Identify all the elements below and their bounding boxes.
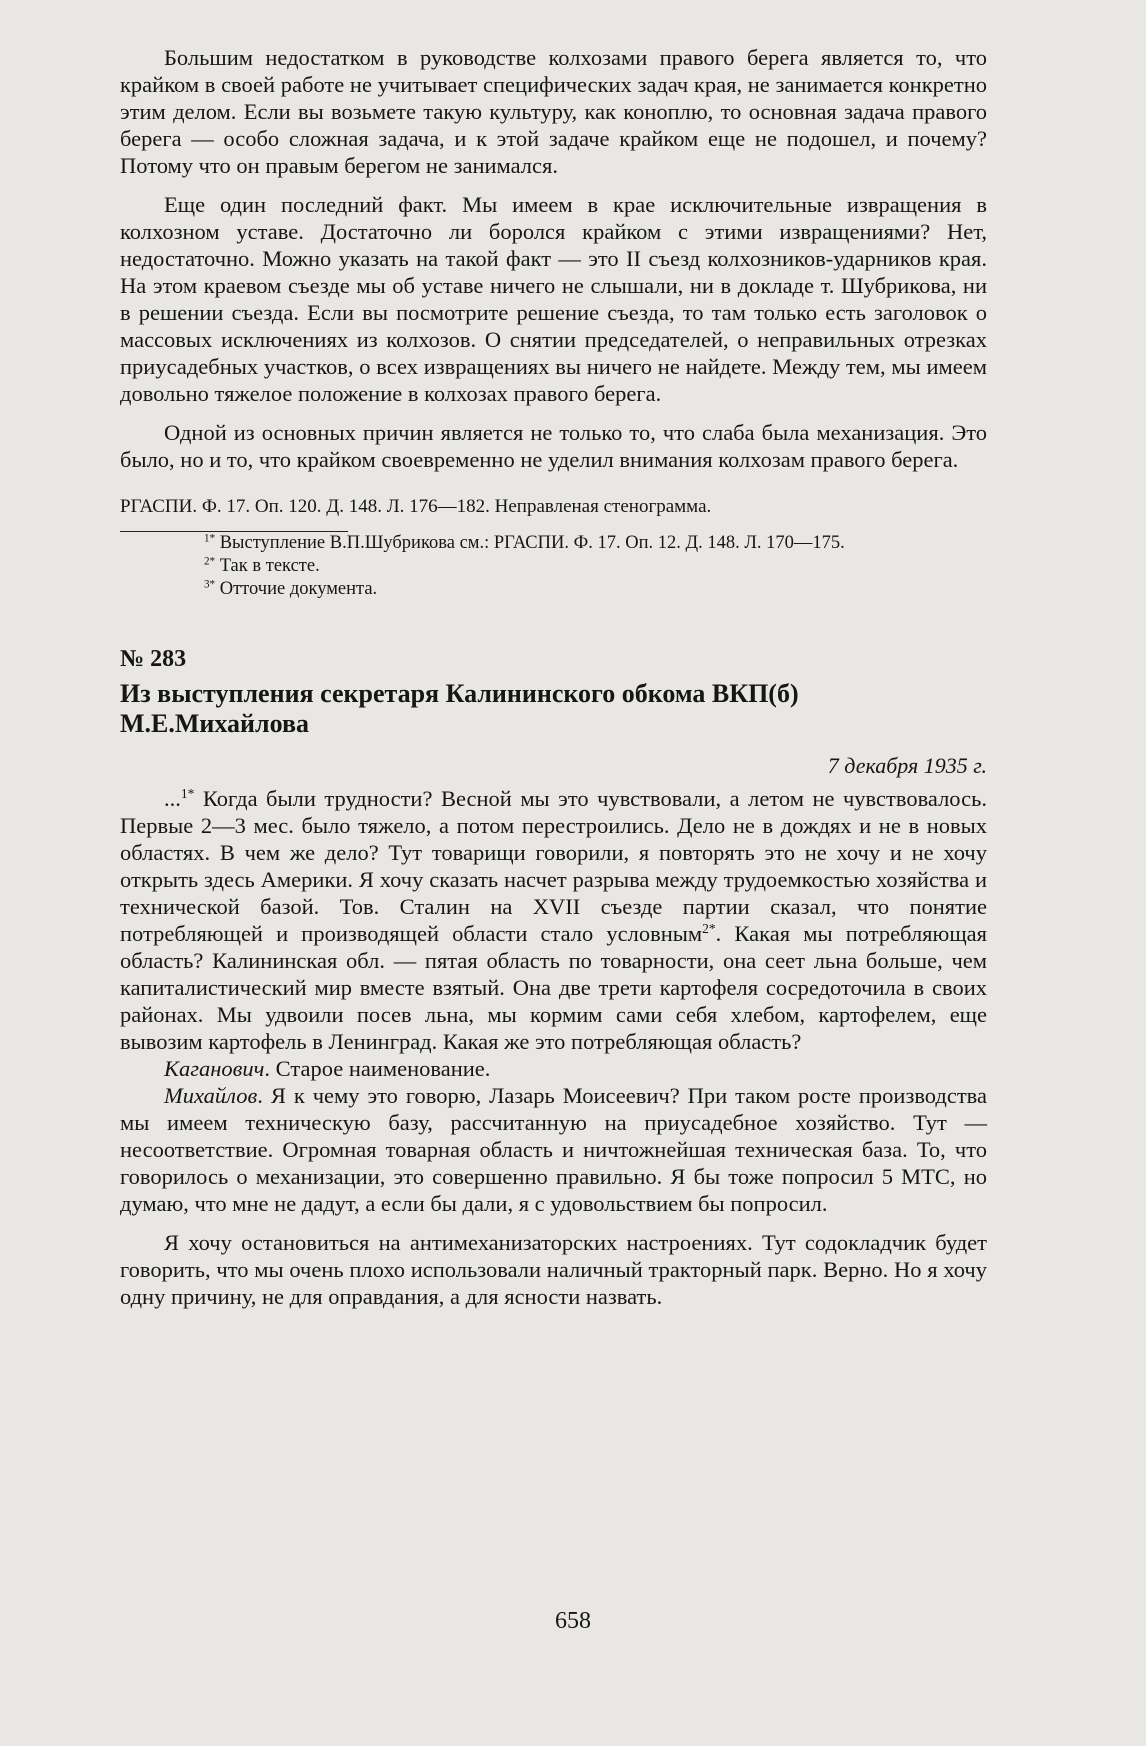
page-number: 658 — [555, 1608, 591, 1634]
footnote — [120, 555, 987, 578]
footnote-text: Отточие документа. — [219, 579, 378, 599]
page-content — [120, 44, 987, 1310]
footnote-mark: 2* — [702, 920, 716, 936]
document-date: 7 декабря 1935 г. — [827, 753, 987, 778]
speech-paragraph — [120, 1082, 987, 1217]
footnote-text: Выступление В.П.Шубрикова см.: РГАСПИ. Ф. 17. Оп. 12. Д. 148. Л. 170—175. — [219, 533, 845, 553]
footnote-mark: 3* — [204, 578, 216, 591]
archive-source: РГАСПИ. Ф. 17. Оп. 120. Д. 148. Л. 176—182. Неправленая стенограмма. — [120, 496, 712, 517]
footnote — [120, 532, 987, 555]
document-title: Из выступления секретаря Калининского обкома ВКП(б) М.Е.Михайлова — [120, 679, 799, 738]
paragraph: Одной из основных причин является не только то, что слаба была механизация. Это было, но и то, что крайком своевременно не уделил внимания колхозам правого берега. — [120, 420, 987, 472]
speech-text: Когда были трудности? Весной мы это чувствовали, а летом не чувствовалось. Первые 2—3 мес. было тяжело, а потом перестроились. Дело не в дождях и не в новых областях. В чем же дело? Тут товарищи говорили, я повторять это не хочу и не хочу открыть здесь Америки. Я хочу сказать насчет разрыва между трудоемкостью хозяйства и технической базой. Тов. Сталин на XVII съезде партии сказал, что понятие потребляющей и производящей области стало условным — [120, 786, 987, 946]
footnote-mark: 1* — [204, 532, 216, 545]
ellipsis: ... — [164, 786, 181, 811]
speaker-name: Каганович — [164, 1056, 265, 1081]
paragraph: Еще один последний факт. Мы имеем в крае исключительные извращения в колхозном уставе. Достаточно ли боролся крайком с этими извращениями? Нет, недостаточно. Можно указать на такой факт — это II съезд колхозников-ударников края. На этом краевом съезде мы об уставе ничего не слышали, ни в докладе т. Шубрикова, ни в решении съезда. Если вы посмотрите решение съезда, то там только есть заголовок о массовых исключениях из колхозов. О снятии председателей, о неправильных отрезках приусадебных участков, о всех извращениях вы ничего не найдете. Между тем, мы имеем довольно тяжелое положение в колхозах правого берега. — [120, 192, 987, 406]
speech-text: . Какая мы потребляющая область? Калининская обл. — пятая область по товарности, она сеет льна больше, чем капиталистический мир вместе взятый. Она две трети картофеля сосредоточила в своих районах. Мы удвоили посев льна, мы кормим сами себя хлебом, картофелем, еще вывозим картофель в Ленинград. Какая же это потребляющая область? — [120, 921, 987, 1054]
footnote-text: Так в тексте. — [219, 556, 320, 576]
document-number: № 283 — [120, 646, 187, 672]
speaker-name: Михайлов — [164, 1083, 258, 1108]
speech-text: . Старое наименование. — [264, 1056, 491, 1081]
speech-paragraph: Я хочу остановиться на антимеханизаторских настроениях. Тут содокладчик будет говорить, что мы очень плохо использовали наличный тракторный парк. Верно. Но я хочу одну причину, не для оправдания, а для ясности назвать. — [120, 1230, 987, 1309]
paragraph: Большим недостатком в руководстве колхозами правого берега является то, что крайком в своей работе не учитывает специфических задач края, не занимается конкретно этим делом. Если вы возьмете такую культуру, как коноплю, то основная задача правого берега — особо сложная задача, и к этой задаче крайком еще не подошел, и почему? Потому что он правым берегом не занимался. — [120, 45, 987, 178]
speech-text: . Я к чему это говорю, Лазарь Моисеевич? При таком росте производства мы имеем техническую базу, рассчитанную на приусадебное хозяйство. Тут — несоответствие. Огромная товарная область и ничтожнейшая техническая база. То, что говорилось о механизации, это совершенно правильно. Я бы тоже попросил 5 МТС, но думаю, что мне не дадут, а если бы дали, я с удовольствием бы попросил. — [120, 1083, 987, 1216]
footnote-mark: 2* — [204, 555, 216, 568]
footnote — [120, 578, 987, 601]
speech-paragraph — [120, 1055, 987, 1082]
footnote-mark: 1* — [180, 785, 195, 801]
speech-paragraph — [120, 785, 987, 1055]
